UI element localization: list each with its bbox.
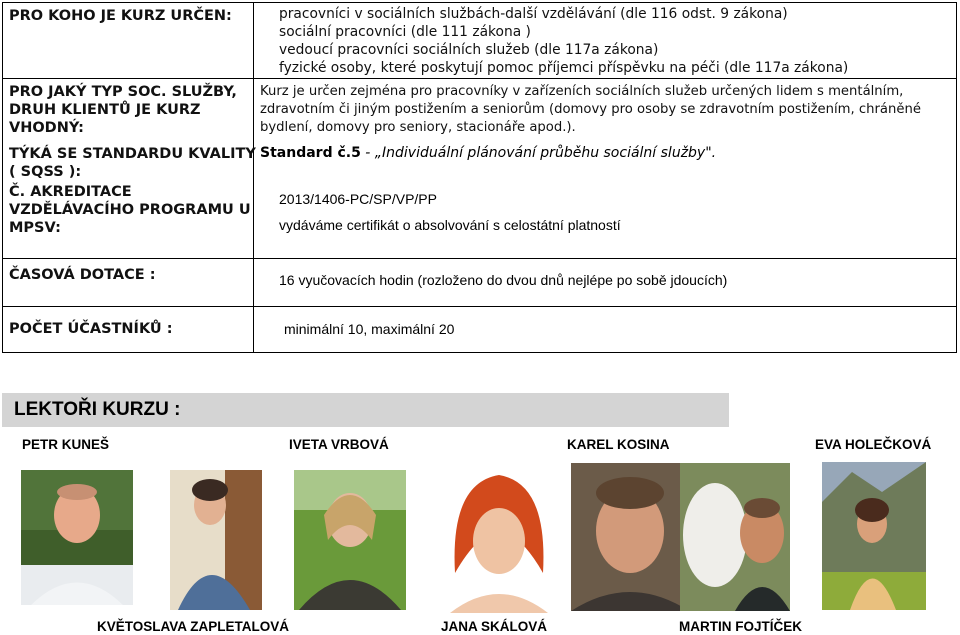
standard-title: - „Individuální plánování průběhu sociální služby". (360, 145, 717, 161)
label-line: DRUH KLIENTŮ JE KURZ (9, 102, 201, 118)
label-line: MPSV: (9, 220, 61, 236)
target-line: fyzické osoby, které poskytují pomoc příjemci příspěvku na péči (dle 117a zákona) (279, 60, 849, 76)
value-typ-sluzby (260, 83, 952, 137)
lecturer-name: KVĚTOSLAVA ZAPLETALOVÁ (97, 619, 290, 634)
label-line: PRO JAKÝ TYP SOC. SLUŽBY, (9, 84, 237, 100)
row-divider (3, 78, 956, 79)
value-casova-dotace: 16 vyučovacích hodin (rozloženo do dvou dnů nejlépe po sobě jdoucích) (279, 272, 728, 288)
target-line: sociální pracovníci (dle 111 zákona ) (279, 24, 531, 40)
target-line: pracovníci v sociálních službách-další vzdělávání (dle 116 odst. 9 zákona) (279, 6, 788, 22)
value-pro-koho (279, 5, 949, 77)
label-line: ( SQSS ): (9, 164, 82, 180)
lecturer-photo (294, 470, 406, 610)
label-typ-sluzby (9, 83, 237, 137)
row-divider (3, 306, 956, 307)
value-standard (260, 145, 716, 161)
label-line: Č. AKREDITACE (9, 184, 132, 200)
lecturer-name: MARTIN FOJTÍČEK (679, 619, 802, 634)
text-line: bydlení, domovy pro seniory, stacionáře apod.). (260, 120, 576, 135)
text-line: zdravotním či jiným postižením a seniorům (domovy pro osoby se zdravotním postižením, chráněné (260, 102, 921, 117)
label-line: VHODNÝ: (9, 120, 84, 136)
lecturer-photo (680, 463, 790, 611)
target-line: vedoucí pracovníci sociálních služeb (dle 117a zákona) (279, 42, 659, 58)
lecturer-name: JANA SKÁLOVÁ (441, 619, 548, 634)
lecturer-photo (822, 462, 926, 610)
lecturer-photo (170, 470, 262, 610)
course-info-table (2, 2, 957, 353)
label-line: TÝKÁ SE STANDARDU KVALITY (9, 146, 256, 162)
lecturer-name: IVETA VRBOVÁ (289, 437, 389, 452)
label-casova-dotace: ČASOVÁ DOTACE : (9, 267, 156, 283)
row-divider (3, 258, 956, 259)
label-pocet-ucastniku: POČET ÚČASTNÍKŮ : (9, 321, 173, 337)
lecturers-heading-bar (2, 393, 729, 427)
certificate-text: vydáváme certifikát o absolvování s celostátní platností (279, 217, 621, 233)
label-line: VZDĚLÁVACÍHO PROGRAMU U (9, 202, 251, 218)
label-standard (9, 145, 256, 181)
lecturer-photo (571, 463, 689, 611)
standard-number: Standard č.5 (260, 145, 361, 161)
text-line: Kurz je určen zejména pro pracovníky v zařízeních sociálních služeb určených lidem s mentálním, (260, 84, 904, 99)
lecturers-heading: LEKTOŘI KURZU : (14, 399, 181, 420)
label-pro-koho: PRO KOHO JE KURZ URČEN: (9, 8, 232, 24)
lecturer-name: PETR KUNEŠ (22, 437, 110, 452)
value-pocet-ucastniku: minimální 10, maximální 20 (284, 321, 455, 337)
lecturer-name: EVA HOLEČKOVÁ (815, 437, 932, 452)
accreditation-number: 2013/1406-PC/SP/VP/PP (279, 191, 437, 207)
lecturer-photo (440, 463, 558, 613)
lecturer-name: KAREL KOSINA (567, 437, 670, 452)
label-akreditace (9, 183, 251, 237)
lecturer-photo (21, 470, 133, 605)
